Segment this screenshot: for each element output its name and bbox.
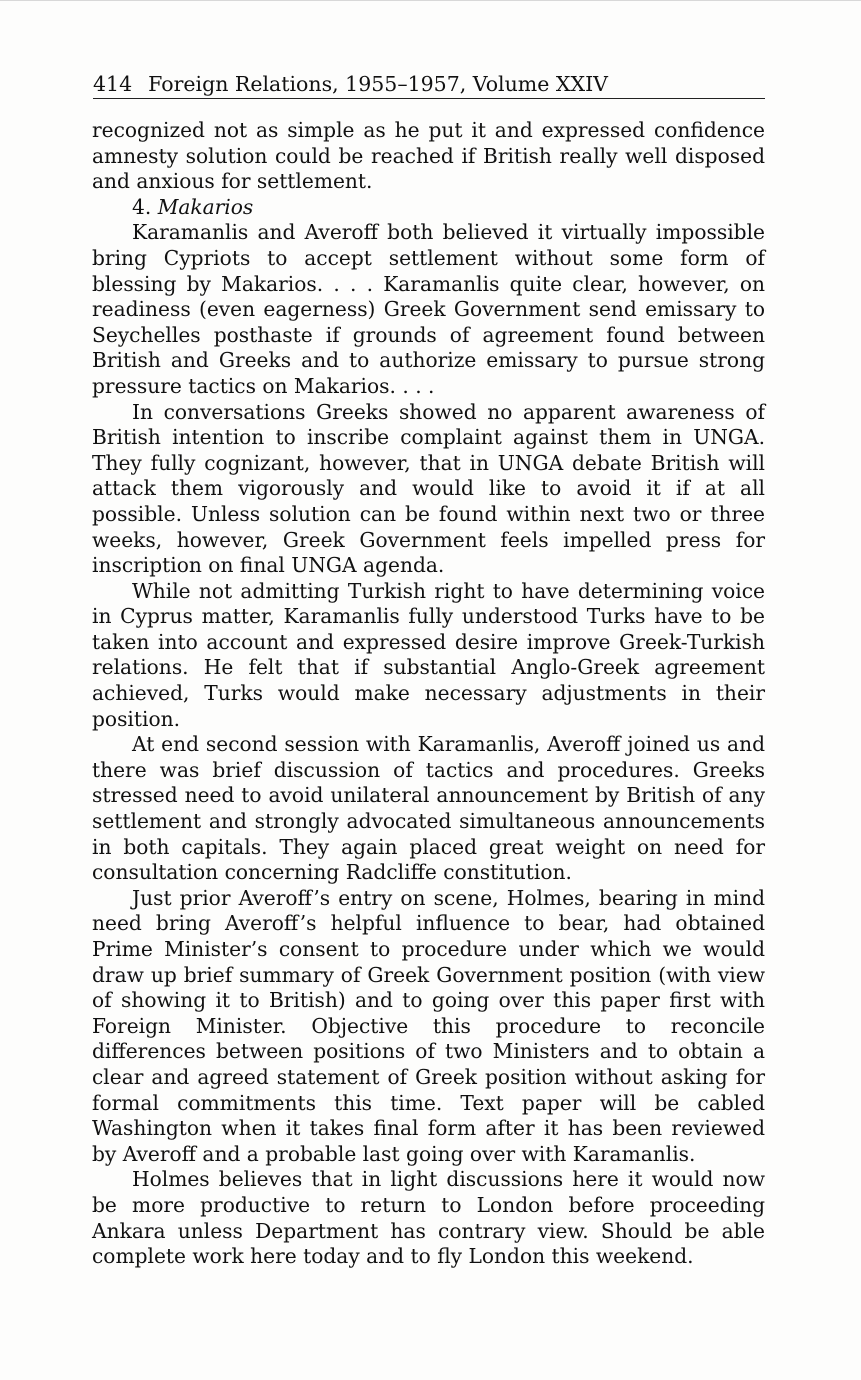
page-edge bbox=[0, 0, 861, 7]
body-text bbox=[92, 118, 765, 1270]
paragraph: While not admitting Turkish right to have determining voice in Cyprus matter, Karamanlis fully understood Turks have to be taken into account and expressed desire improve Greek-Turkish relations. He felt that if substantial Anglo-Greek agreement achieved, Turks would make necessary adjustments in their position. bbox=[92, 578, 765, 731]
paragraph: In conversations Greeks showed no apparent awareness of British intention to inscribe complaint against them in UNGA. They fully cognizant, however, that in UNGA debate British will attack them vigorously and would like to avoid it if at all possible. Unless solution can be found within next two or three weeks, however, Greek Government feels impelled press for inscription on final UNGA agenda. bbox=[92, 399, 765, 578]
section-heading bbox=[92, 195, 765, 221]
section-number: 4. bbox=[132, 194, 152, 219]
running-header bbox=[93, 70, 765, 99]
header-title: Foreign Relations, 1955–1957, Volume XXIV bbox=[148, 72, 608, 96]
paragraph: Just prior Averoff’s entry on scene, Holmes, bearing in mind need bring Averoff’s helpful influence to bear, had obtained Prime Minister’s consent to procedure under which we would draw up brief summary of Greek Government position (with view of showing it to British) and to going over this paper first with Foreign Minister. Objective this procedure to reconcile differences between positions of two Ministers and to obtain a clear and agreed statement of Greek position without asking for formal commitments this time. Text paper will be cabled Washington when it takes final form after it has been reviewed by Averoff and a probable last going over with Karamanlis. bbox=[92, 885, 765, 1166]
paragraph: Karamanlis and Averoff both believed it virtually impossible bring Cypriots to accept settlement without some form of blessing by Makarios. . . . Karamanlis quite clear, however, on readiness (even eagerness) Greek Government send emissary to Seychelles posthaste if grounds of agreement found between British and Greeks and to authorize emissary to pursue strong pressure tactics on Makarios. . . . bbox=[92, 220, 765, 398]
paragraph: At end second session with Karamanlis, Averoff joined us and there was brief discussion of tactics and procedures. Greeks stressed need to avoid unilateral announcement by British of any settlement and strongly advocated simultaneous announcements in both capitals. They again placed great weight on need for consultation concerning Radcliffe constitution. bbox=[92, 732, 765, 885]
paragraph: Holmes believes that in light discussions here it would now be more productive to return to London before proceeding Ankara unless Department has contrary view. Should be able complete work here today and to fly London this weekend. bbox=[92, 1167, 765, 1269]
section-title: Makarios bbox=[157, 194, 254, 219]
page-number: 414 bbox=[93, 72, 133, 96]
paragraph-continued: recognized not as simple as he put it and expressed confidence amnesty solution could be reached if British really well disposed and anxious for settlement. bbox=[92, 118, 765, 194]
